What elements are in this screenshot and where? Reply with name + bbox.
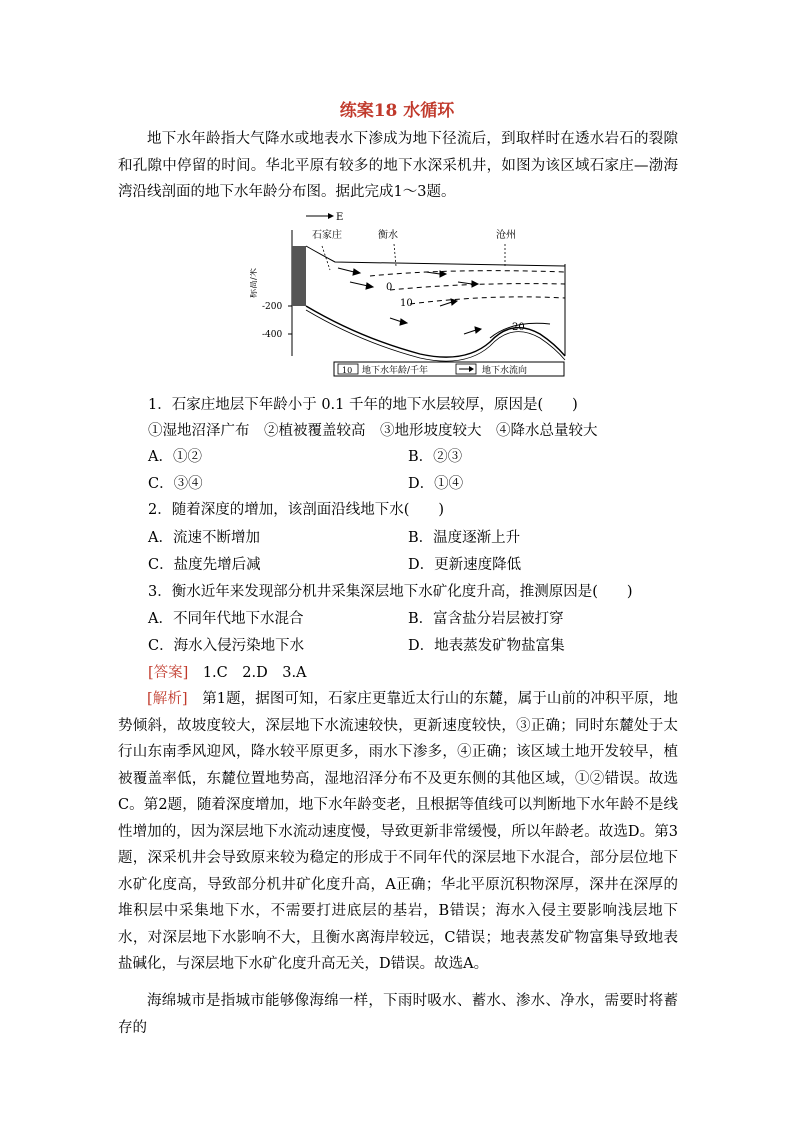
ytick-label-400: -400: [262, 330, 283, 340]
mountain-block: [292, 246, 306, 306]
q3-option-a: A．不同年代地下水混合: [148, 611, 304, 627]
age-label-10: 10: [400, 298, 413, 309]
direction-label: E: [336, 212, 344, 223]
q2-option-d: D．更新速度降低: [408, 557, 522, 573]
direction-arrow-head: [328, 213, 334, 219]
q1-stem: 1．石家庄地层下年龄小于 0.1 千年的地下水层较厚，原因是( ): [148, 397, 578, 413]
layer-line-3: [410, 297, 565, 304]
yaxis-label: 标高/米: [250, 267, 259, 298]
q1-option-b: B．②③: [408, 449, 463, 465]
bedrock-curve: [306, 306, 565, 357]
age-label-20: 20: [512, 322, 525, 333]
q1-option-a: A．①②: [148, 449, 202, 465]
q3-stem: 3．衡水近年来发现部分机井采集深层地下水矿化度升高，推测原因是( ): [148, 584, 633, 600]
ytick-label-200: -200: [262, 302, 283, 312]
page-title: 练案18 水循环: [339, 101, 455, 121]
well-shijiazhuang: [322, 246, 330, 270]
q2-option-c: C．盐度先增后减: [148, 557, 261, 573]
q2-option-a: A．流速不断增加: [148, 530, 260, 546]
q1-option-d: D．①④: [408, 476, 464, 492]
place-shijiazhuang: 石家庄: [312, 230, 342, 241]
q3-option-b: B．富含盐分岩层被打穿: [408, 611, 564, 627]
q3-option-c: C．海水入侵污染地下水: [148, 638, 305, 654]
analysis-label: [解析]: [147, 691, 188, 707]
legend-age-text: 地下水年龄/千年: [362, 366, 429, 376]
profile-diagram: [250, 206, 580, 378]
q1-option-c: C．③④: [148, 476, 203, 492]
bedrock-curve-inner: [306, 310, 565, 361]
q2-option-b: B．温度逐渐上升: [408, 530, 521, 546]
age-label-0: 0: [386, 282, 393, 293]
answer-label: [答案]: [148, 665, 189, 681]
answer-text: 1.C 2.D 3.A: [188, 665, 307, 681]
place-hengshui: 衡水: [378, 230, 398, 241]
place-cangzhou: 沧州: [496, 230, 516, 241]
answer-line: [148, 663, 307, 683]
layer-line-1: [370, 271, 565, 276]
intro-paragraph: 地下水年龄指大气降水或地表水下渗成为地下径流后，到取样时在透水岩石的裂隙和孔隙中停留的时间。华北平原有较多的地下水深采机井，如图为该区域石家庄—渤海湾沿线剖面的地下水年龄分布图。据此完成1～3题。: [118, 131, 678, 200]
surface-line: [306, 246, 565, 266]
next-paragraph: 海绵城市是指城市能够像海绵一样，下雨时吸水、蓄水、渗水、净水，需要时将蓄存的: [118, 993, 678, 1036]
legend-age-number: 10: [342, 366, 353, 375]
legend-flow-arrowhead-icon: [469, 366, 474, 372]
legend-flow-text: 地下水流向: [482, 366, 528, 376]
analysis-text: 第1题，据图可知，石家庄更靠近太行山的东麓，属于山前的冲积平原，地势倾斜，故坡度较大，深层地下水流速较快，更新速度较快，③正确；同时东麓处于太行山东南季风迎风，降水较平原更多，雨水下渗多，④正确；该区域土地开发较早，植被覆盖率低，东麓位置地势高，湿地沼泽分布不及更东侧的其他区域，①②错误。故选C。第2题，随着深度增加，地下水年龄变老，且根据等值线可以判断地下水年龄不是线性增加的，因为深层地下水流动速度慢，导致更新非常缓慢，所以年龄老。故选D。第3题，深采机井会导致原来较为稳定的形成于不同年代的深层地下水混合，部分层位地下水矿化度高，导致部分机井矿化度升高，A正确；华北平原沉积物深厚，深井在深厚的堆积层中采集地下水，不需要打进底层的基岩，B错误；海水入侵主要影响浅层地下水，对深层地下水影响不大，且衡水离海岸较远，C错误；地表蒸发矿物富集导致地表盐碱化，与深层地下水矿化度升高无关，D错误。故选A。: [118, 691, 678, 972]
q1-options-line: ①湿地沼泽广布 ②植被覆盖较高 ③地形坡度较大 ④降水总量较大: [148, 423, 598, 439]
groundwater-age-figure: [250, 206, 580, 382]
q2-stem: 2．随着深度的增加，该剖面沿线地下水( ): [148, 502, 445, 518]
analysis-paragraph: [118, 686, 678, 978]
q3-option-d: D．地表蒸发矿物盐富集: [408, 638, 565, 654]
